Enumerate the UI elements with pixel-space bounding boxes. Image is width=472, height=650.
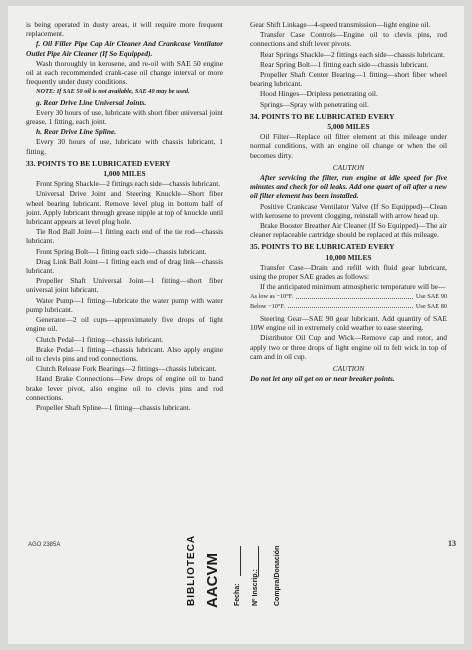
- subsection-heading: f. Oil Filler Pipe Cap Air Cleaner And Crankcase Ventilator Outlet Pipe Air Cleaner (If So Equipped).: [26, 39, 223, 58]
- section-heading: 34. POINTS TO BE LUBRICATED EVERY: [250, 111, 395, 121]
- list-item: Front Spring Bolt—1 fitting each side—chassis lubricant.: [36, 246, 207, 256]
- library-stamp-field: Fecha:: [234, 583, 241, 606]
- paragraph: Wash thoroughly in kerosene, and re-oil with SAE 50 engine oil at each recommended crank-case oil change interval or more frequently under dusty conditions.: [26, 58, 223, 87]
- caution-title: CAUTION: [332, 363, 365, 373]
- list-item: Hand Brake Connections—Few drops of engine oil to hand brake lever pivot, also engine oil to clevis pins and rod connections.: [26, 374, 223, 402]
- paragraph: Every 30 hours of use, lubricate with short fiber universal joint grease, 1 fitting, each joint.: [26, 107, 223, 127]
- caution-text: After servicing the filter, run engine at idle speed for five minutes and check for oil leaks. Add one quart of oil after a new oil filter element has been installed.: [250, 173, 447, 201]
- list-item: Clutch Pedal—1 fitting—chassis lubricant.: [36, 334, 164, 344]
- temperature-row: [250, 292, 447, 301]
- temperature-value: Use SAE 80: [415, 302, 447, 310]
- list-item: Front Spring Shackle—2 fittings each side—chassis lubricant.: [36, 179, 221, 189]
- list-item: Clutch Release Fork Bearings—2 fittings—chassis lubricant.: [36, 364, 217, 374]
- paragraph: Every 30 hours of use, lubricate with chassis lubricant, 1 fitting.: [26, 137, 223, 156]
- temperature-table: [250, 292, 447, 310]
- list-item: Propeller Shaft Spline—1 fitting—chassis lubricant.: [36, 402, 191, 412]
- paragraph: Transfer Case—Drain and refill with fluid gear lubricant, using the proper SAE grades as follows:: [250, 262, 447, 282]
- leader-dots: [288, 302, 413, 308]
- list-item: Transfer Case Controls—Engine oil to clevis pins, rod connections and shift lever pivots.: [250, 30, 447, 49]
- list-item: Propeller Shaft Universal Joint—1 fitting—short fiber universal joint lubricant.: [26, 276, 223, 295]
- temperature-label: Below −10°F.: [250, 302, 285, 310]
- list-item: Gear Shift Linkage—4-speed transmission—light engine oil.: [250, 20, 431, 29]
- section-heading: 35. POINTS TO BE LUBRICATED EVERY: [250, 242, 395, 252]
- paragraph: Distributor Oil Cup and Wick—Remove cap and rotor, and apply two or three drops of light engine oil to felt wick in top of cam and in oil cup.: [250, 333, 447, 361]
- list-item: Springs—Spray with penetrating oil.: [260, 99, 369, 109]
- library-stamp-field: Compra/Donación: [274, 545, 281, 606]
- left-column: [26, 20, 223, 413]
- list-item: Water Pump—1 fitting—lubricate the water pump with water pump lubricant.: [26, 295, 223, 314]
- footer-code: AGO 2385A: [28, 542, 61, 548]
- list-item: Rear Spring Bolt—1 fitting each side—chassis lubricant.: [260, 59, 429, 69]
- subsection-heading: g. Rear Drive Line Universal Joints.: [36, 97, 147, 107]
- subsection-heading: h. Rear Drive Line Spline.: [36, 127, 117, 137]
- section-subheading: 1,000 MILES: [103, 169, 146, 179]
- section-subheading: 5,000 MILES: [327, 122, 370, 132]
- stamp-field-line: [240, 546, 241, 576]
- paragraph: If the anticipated minimum atmospheric temperature will be—: [260, 282, 446, 292]
- leader-dots: [296, 292, 413, 298]
- caution-title: CAUTION: [332, 162, 365, 172]
- list-item: Generator—2 oil cups—approximately five drops of light engine oil.: [26, 315, 223, 334]
- page-number: 13: [448, 539, 456, 548]
- list-item: Tie Rod Ball Joint—1 fitting each end of the tie rod—chassis lubricant.: [26, 227, 223, 246]
- paragraph: Oil Filter—Replace oil filter element at this mileage under normal conditions, with an engine oil change or when the oil becomes dirty.: [250, 132, 447, 160]
- library-stamp-line: BIBLIOTECA: [186, 534, 197, 606]
- section-heading: 33. POINTS TO BE LUBRICATED EVERY: [26, 158, 171, 168]
- stamp-field-line: [258, 546, 259, 576]
- paragraph: is being operated in dusty areas, it will require more frequent replacement.: [26, 20, 223, 39]
- temperature-value: Use SAE 90: [415, 293, 447, 301]
- document-page: [8, 6, 464, 644]
- right-column: [250, 20, 447, 384]
- paragraph: Positive Crankcase Ventilator Valve (If So Equipped)—Clean with kerosene to prevent clogging, reinstall with arrow head up.: [250, 201, 447, 220]
- list-item: Hood Hinges—Dripless penetrating oil.: [260, 89, 378, 99]
- temperature-label: As low as −10°F.: [250, 293, 294, 301]
- library-stamp-field: Nº Inscrip.:: [252, 569, 259, 606]
- list-item: Rear Springs Shackle—2 fittings each side—chassis lubricant.: [260, 49, 445, 59]
- temperature-row: [250, 302, 447, 311]
- caution-text: Do not let any oil get on or near breaker points.: [250, 374, 395, 384]
- list-item: Drag Link Ball Joint—1 fitting each end of drag link—chassis lubricant.: [26, 256, 223, 276]
- paragraph: Brake Booster Breather Air Cleaner (If So Equipped)—The air cleaner replaceable cartridge should be replaced at this mileage.: [250, 221, 447, 240]
- note: NOTE: If SAE 50 oil is not available, SAE 40 may be used.: [36, 88, 190, 96]
- paragraph: Steering Gear—SAE 90 gear lubricant. Add quantity of SAE 10W engine oil in extremely cold weather to ease steering.: [250, 313, 447, 333]
- library-stamp-name: AACVM: [204, 553, 221, 608]
- list-item: Universal Drive Joint and Steering Knuckle—Short fiber wheel bearing lubricant. Remove level plug in bottom half of joint. Apply lubricant through grease nipple at top of knuckle until lubricant appears at level plug hole.: [26, 189, 223, 227]
- section-subheading: 10,000 MILES: [325, 252, 372, 262]
- list-item: Propeller Shaft Center Bearing—1 fitting—short fiber wheel bearing lubricant.: [250, 70, 447, 89]
- list-item: Brake Pedal—1 fitting—chassis lubricant. Also apply engine oil to clevis pins and rod connections.: [26, 344, 223, 363]
